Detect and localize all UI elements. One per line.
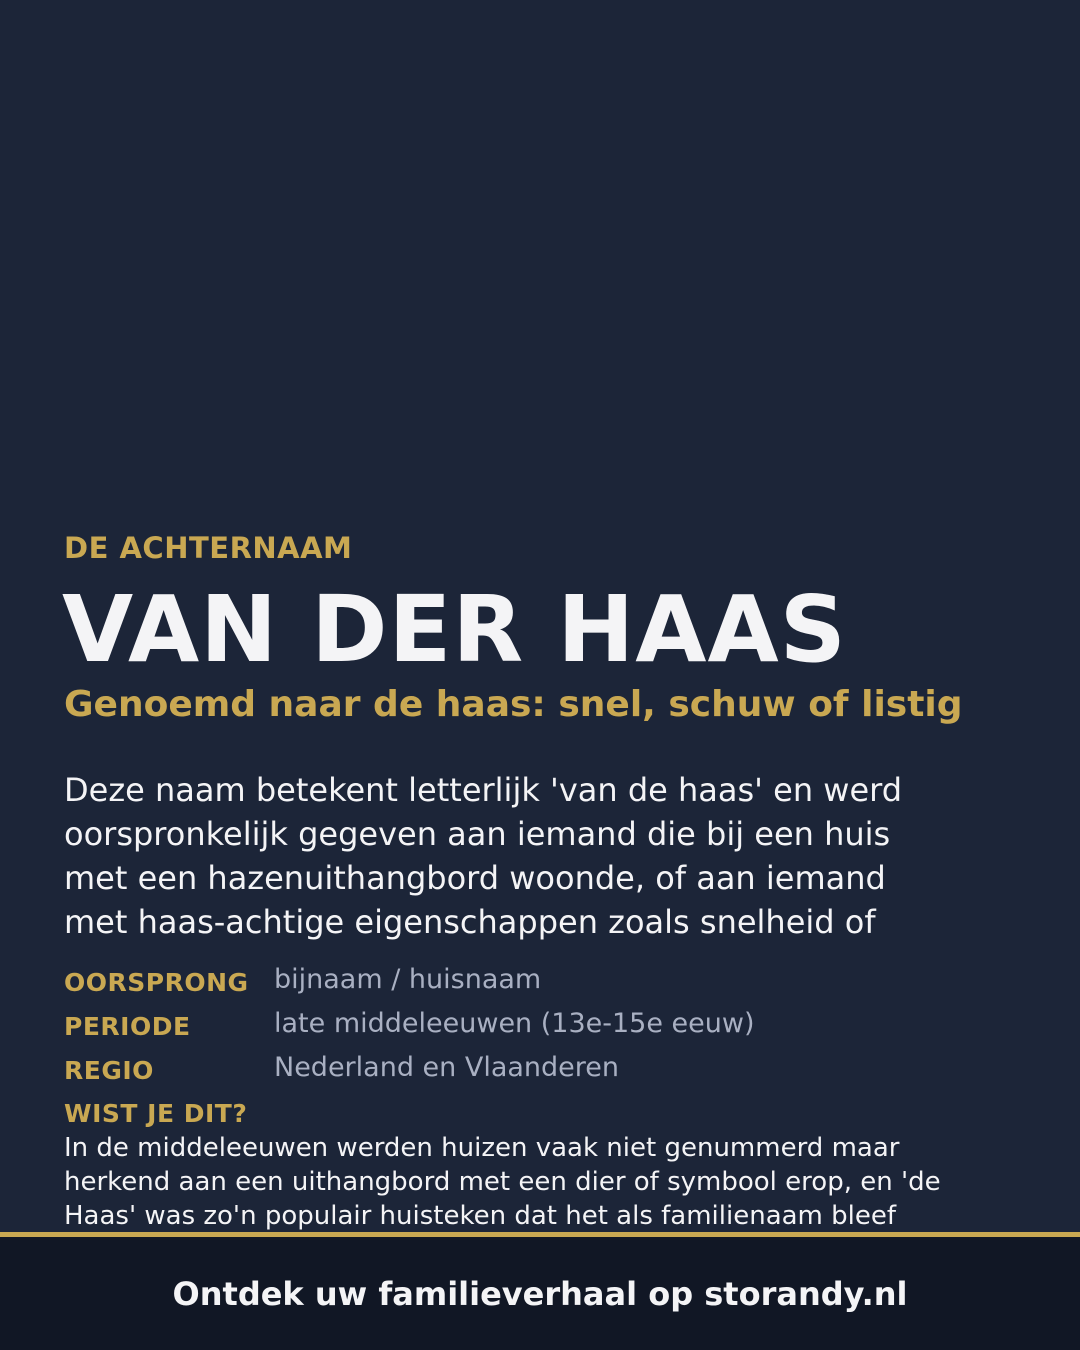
- trivia-text: [64, 1131, 1044, 1232]
- surname-tagline: Genoemd naar de haas: snel, schuw of listig: [64, 684, 963, 725]
- fact-value: late middeleeuwen (13e-15e eeuw): [274, 1008, 755, 1039]
- surname-title: VAN DER HAAS: [62, 576, 847, 683]
- fact-label: OORSPRONG: [64, 968, 249, 997]
- fact-label: REGIO: [64, 1056, 154, 1085]
- description-line: Deze naam betekent letterlijk 'van de haas' en werd: [64, 771, 903, 809]
- footer-banner: [0, 1237, 1080, 1350]
- trivia-line: herkend aan een uithangbord met een dier of symbool erop, en 'de: [64, 1167, 941, 1197]
- description-line: oorspronkelijk gegeven aan iemand die bij een huis: [64, 815, 891, 853]
- description-line: met een hazenuithangbord woonde, of aan iemand: [64, 859, 886, 897]
- trivia-heading: WIST JE DIT?: [64, 1099, 248, 1128]
- fact-value: Nederland en Vlaanderen: [274, 1052, 620, 1083]
- fact-value: bijnaam / huisnaam: [274, 964, 542, 995]
- surname-description: [64, 768, 1024, 944]
- eyebrow-label: DE ACHTERNAAM: [64, 531, 353, 565]
- footer-cta: Ontdek uw familieverhaal op storandy.nl: [172, 1274, 908, 1313]
- description-line: met haas-achtige eigenschappen zoals snelheid of: [64, 903, 876, 941]
- trivia-line: In de middeleeuwen werden huizen vaak niet genummerd maar: [64, 1133, 900, 1163]
- fact-label: PERIODE: [64, 1012, 191, 1041]
- trivia-line: Haas' was zo'n populair huisteken dat het als familienaam bleef: [64, 1201, 897, 1231]
